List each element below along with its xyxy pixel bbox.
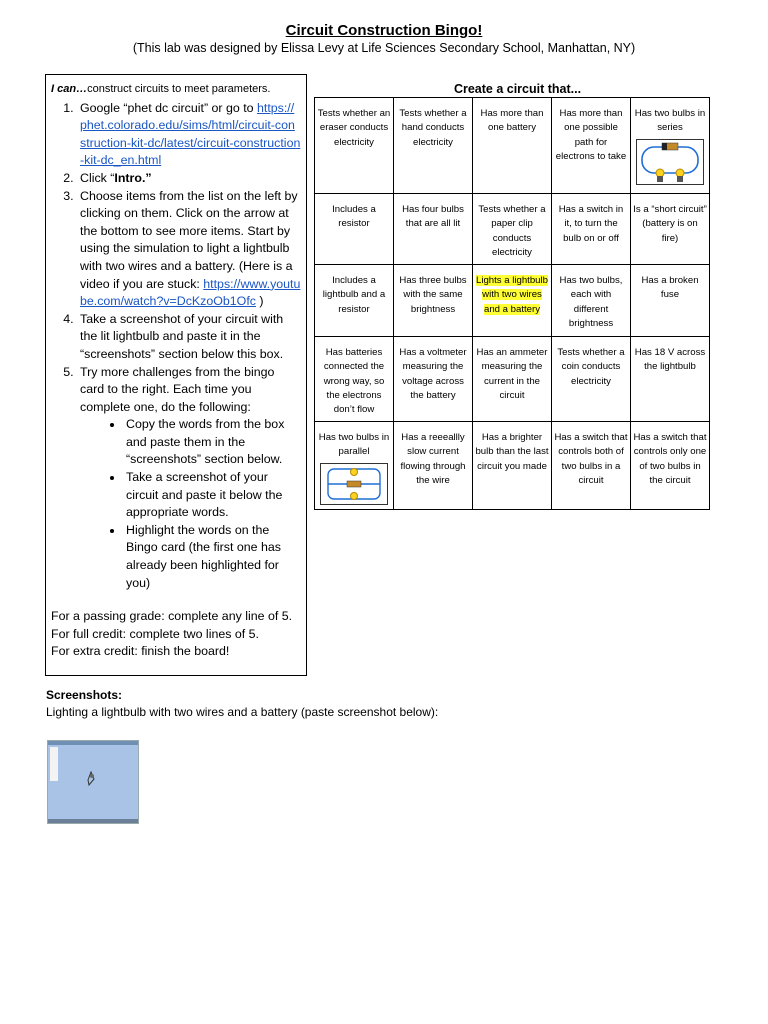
- bingo-cell-text-highlighted: Lights a lightbulb with two wires and a battery: [475, 275, 548, 315]
- bingo-cell-text: Has an ammeter measuring the current in the circuit: [476, 347, 548, 401]
- bingo-cell-text: Has a broken fuse: [641, 275, 699, 301]
- bingo-cell[interactable]: [394, 422, 473, 510]
- bingo-cell[interactable]: [631, 98, 710, 194]
- parallel-circuit-icon: [320, 463, 388, 505]
- bingo-row: [315, 422, 710, 510]
- sub-step: • Copy the words from the box and paste them in the “screenshots” section below.: [124, 416, 301, 469]
- step-3-end: ): [255, 294, 264, 309]
- bingo-cell[interactable]: [631, 194, 710, 265]
- bingo-cell[interactable]: [552, 422, 631, 510]
- grade-full: For full credit: complete two lines of 5.: [51, 626, 259, 641]
- ican-statement: [51, 81, 301, 99]
- bingo-cell-text: Has a switch in it, to turn the bulb on or off: [558, 204, 624, 244]
- bingo-cell-text: Tests whether a coin conducts electricity: [557, 347, 625, 387]
- bingo-row: [315, 337, 710, 422]
- step-1: [77, 100, 301, 170]
- bingo-cell-text: Has a switch that controls only one of two bulbs in the circuit: [633, 432, 707, 486]
- bingo-cell-text: Has batteries connected the wrong way, so the electrons don’t flow: [323, 347, 385, 416]
- step-2-bold: Intro.”: [114, 170, 152, 185]
- bingo-cell[interactable]: [552, 194, 631, 265]
- step-2: [77, 170, 301, 188]
- screenshot-taskbar: [48, 819, 138, 823]
- screenshots-caption: Lighting a lightbulb with two wires and a battery (paste screenshot below):: [46, 705, 439, 719]
- bingo-cell-text: Tests whether a hand conducts electricity: [399, 108, 467, 148]
- bingo-cell[interactable]: [394, 98, 473, 194]
- bingo-cell-text: Has more than one possible path for electrons to take: [555, 108, 627, 162]
- bingo-row: [315, 265, 710, 337]
- bingo-cell[interactable]: [552, 98, 631, 194]
- bingo-cell[interactable]: [315, 194, 394, 265]
- step-3-text: Choose items from the list on the left by clicking on them. Click on the arrow at the bottom to see more items. Start by using the simulation to light a lightbulb with two wires and a battery. (Here is a video if you are stuck:: [80, 188, 298, 291]
- bingo-cell-text: Has two bulbs in parallel: [318, 432, 390, 458]
- bingo-cell-text: Is a “short circuit” (battery is on fire): [633, 204, 707, 244]
- step-2-text: Click “: [80, 170, 115, 185]
- bingo-cell-text: Has two bulbs, each with different brightness: [559, 275, 623, 329]
- bingo-row: [315, 194, 710, 265]
- bingo-row: [315, 98, 710, 194]
- bingo-cell-text: Has a voltmeter measuring the voltage across the battery: [399, 347, 467, 401]
- bingo-cell-highlighted[interactable]: [473, 265, 552, 337]
- bingo-cell[interactable]: [631, 265, 710, 337]
- sub-step: • Take a screenshot of your circuit and paste it below the appropriate words.: [124, 469, 301, 522]
- grade-passing: For a passing grade: complete any line of 5.: [51, 609, 293, 624]
- bingo-cell-text: Has three bulbs with the same brightness: [399, 275, 467, 315]
- step-4: 4. Take a screenshot of your circuit with the lit lightbulb and paste it in the “screenshots” section below this box.: [77, 311, 301, 364]
- page-subtitle: (This lab was designed by Elissa Levy at Life Sciences Secondary School, Manhattan, NY): [132, 41, 636, 55]
- bingo-cell[interactable]: [394, 265, 473, 337]
- bingo-cell[interactable]: [631, 422, 710, 510]
- bingo-cell-text: Has four bulbs that are all lit: [402, 204, 464, 230]
- step-5-text: Try more challenges from the bingo card to the right. Each time you complete one, do the following:: [80, 364, 275, 414]
- bingo-cell-text: Tests whether a paper clip conducts electricity: [478, 204, 546, 258]
- bingo-cell-text: Has a brighter bulb than the last circuit you made: [475, 432, 549, 472]
- youtube-link[interactable]: https://www.youtube.com/watch?v=DcKzoOb1Ofc: [80, 276, 301, 309]
- instructions-box: [45, 74, 307, 676]
- bingo-cell-text: Has a switch that controls both of two bulbs in a circuit: [554, 432, 628, 486]
- ican-rest: construct circuits to meet parameters.: [87, 83, 271, 95]
- bingo-cell[interactable]: [473, 337, 552, 422]
- bingo-cell-text: Tests whether an eraser conducts electricity: [317, 108, 391, 148]
- bingo-cell[interactable]: [315, 422, 394, 510]
- steps-list: [51, 100, 301, 593]
- step-5: [77, 364, 301, 593]
- sub-step: • Highlight the words on the Bingo card (the first one has already been highlighted for you): [124, 522, 301, 592]
- bingo-cell-text: Includes a resistor: [332, 204, 376, 230]
- bingo-cell[interactable]: [315, 265, 394, 337]
- bingo-cell[interactable]: [315, 98, 394, 194]
- screenshots-heading: Screenshots:: [46, 688, 123, 702]
- grading-criteria: [51, 608, 301, 661]
- lightbulb-circuit-icon: [86, 771, 96, 787]
- bingo-cell-text: Has more than one battery: [480, 108, 544, 134]
- step-1-text: Google “phet dc circuit” or go to: [80, 100, 257, 115]
- bingo-cell-text: Has two bulbs in series: [634, 108, 706, 134]
- bingo-cell-text: Has a reeeallly slow current flowing through the wire: [400, 432, 466, 486]
- step-3: [77, 188, 301, 311]
- ican-bold: I can…: [51, 83, 88, 95]
- grade-extra: For extra credit: finish the board!: [51, 644, 230, 659]
- bingo-cell[interactable]: [473, 422, 552, 510]
- bingo-cell[interactable]: [315, 337, 394, 422]
- bingo-cell[interactable]: [473, 194, 552, 265]
- bingo-cell[interactable]: [552, 265, 631, 337]
- bingo-title: Create a circuit that...: [453, 82, 582, 96]
- bingo-cell[interactable]: [552, 337, 631, 422]
- screenshot-thumbnail[interactable]: [47, 740, 139, 824]
- bingo-cell[interactable]: [631, 337, 710, 422]
- sub-steps-list: [80, 416, 301, 592]
- bingo-cell[interactable]: [394, 337, 473, 422]
- bingo-card: [314, 97, 710, 510]
- phet-link[interactable]: https://phet.colorado.edu/sims/html/circuit-construction-kit-dc/latest/circuit-construction-kit-dc_en.html: [80, 100, 301, 168]
- bingo-cell[interactable]: [473, 98, 552, 194]
- page-title: Circuit Construction Bingo!: [285, 22, 483, 39]
- bingo-cell[interactable]: [394, 194, 473, 265]
- screenshot-topbar: [48, 741, 138, 745]
- bingo-cell-text: Includes a lightbulb and a resistor: [322, 275, 386, 315]
- series-circuit-icon: [636, 139, 704, 185]
- screenshot-side-panel: [50, 747, 58, 781]
- bingo-cell-text: Has 18 V across the lightbulb: [634, 347, 706, 373]
